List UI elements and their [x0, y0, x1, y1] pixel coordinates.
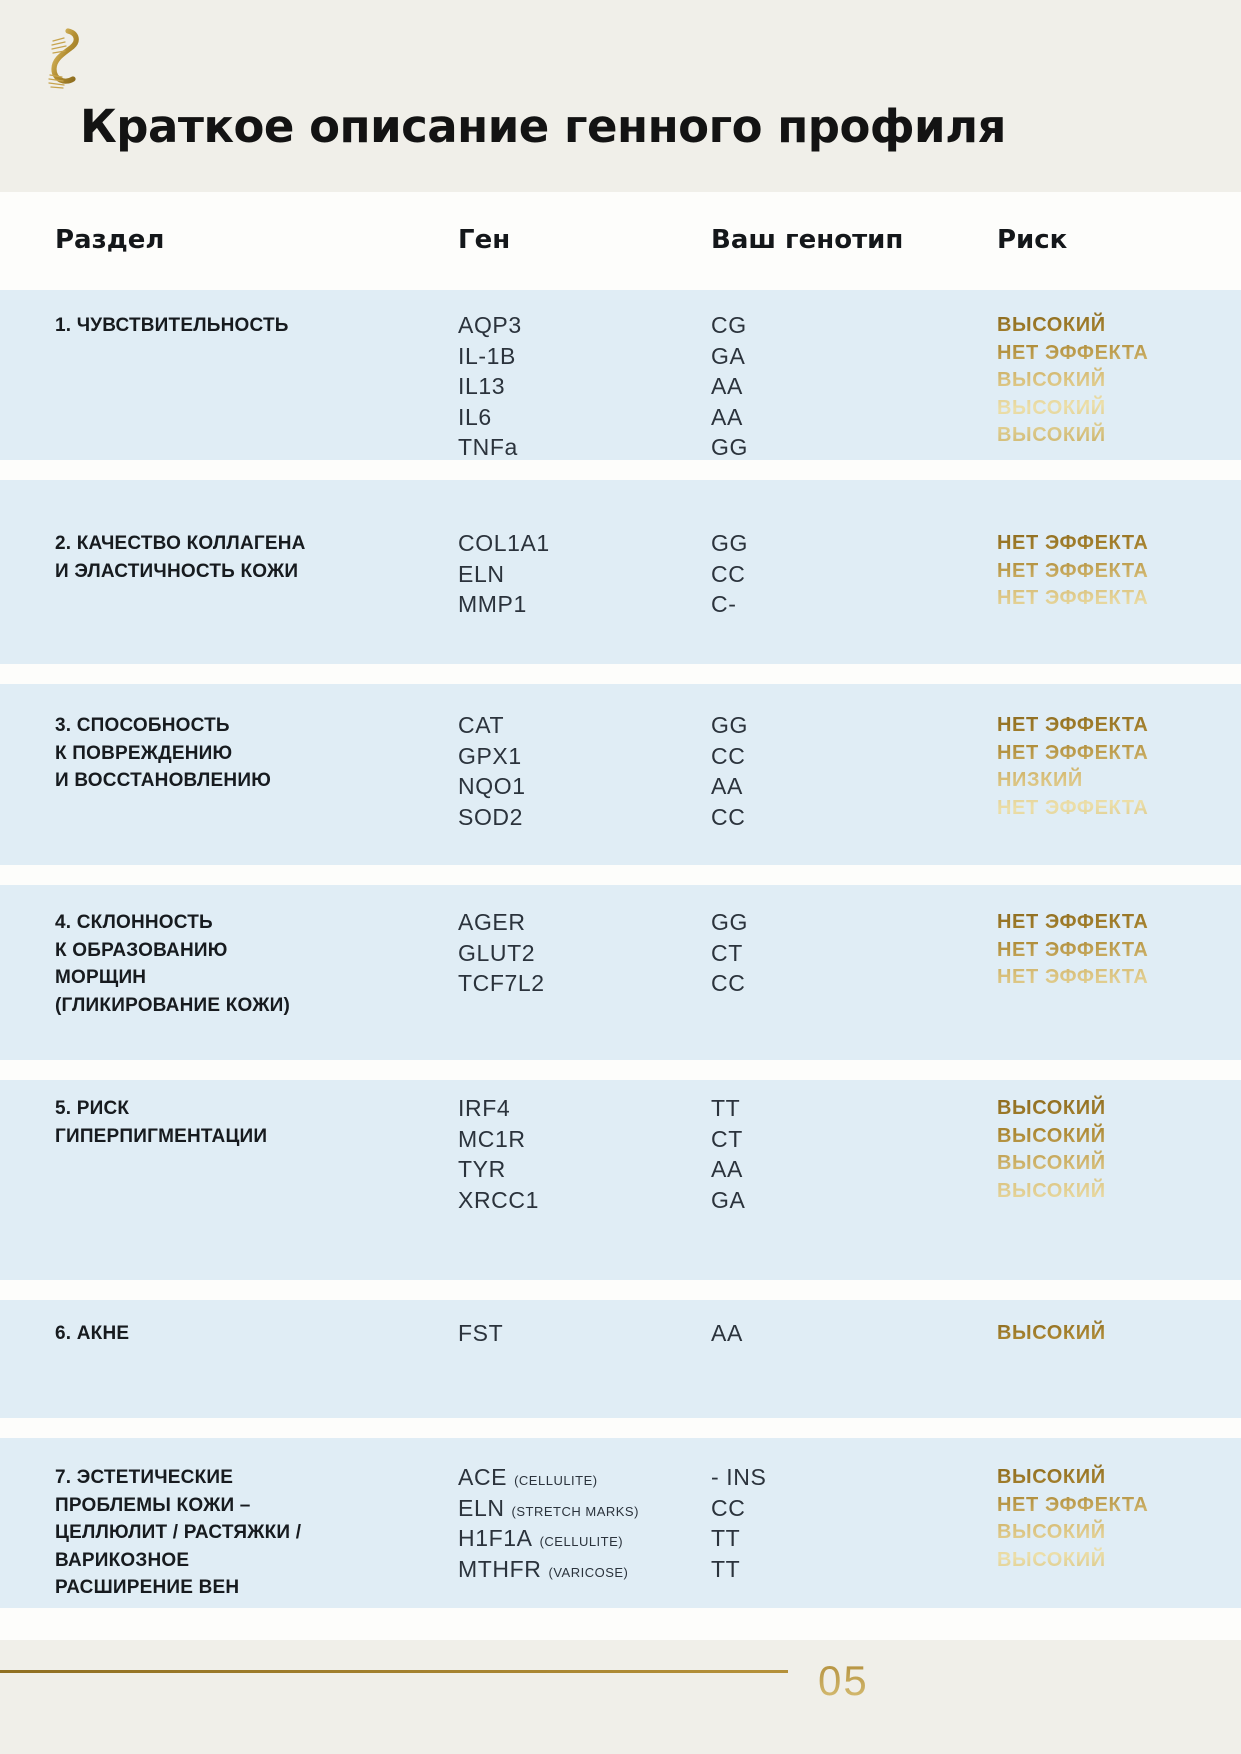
section-band — [0, 290, 1241, 460]
section-label-line: 3. СПОСОБНОСТЬ — [55, 715, 230, 736]
gene-name: MMP1 — [458, 591, 527, 617]
genotype-cell — [711, 312, 997, 343]
gene-name: ELN — [458, 1494, 505, 1521]
risk-value: НЕТ ЭФФЕКТА — [997, 559, 1149, 582]
section-label — [55, 1320, 458, 1418]
genotype-value: GG — [711, 909, 748, 935]
section-label — [55, 530, 458, 664]
genotype-value: GA — [711, 1186, 746, 1213]
risk-value: ВЫСОКИЙ — [997, 314, 1106, 336]
gene-cell — [458, 970, 711, 1001]
gene-name: SOD2 — [458, 803, 524, 830]
column-header-gene: Ген — [458, 225, 511, 255]
genotype-column — [711, 1095, 997, 1280]
risk-column — [997, 1320, 1241, 1418]
section-label — [55, 312, 458, 465]
gene-name: XRCC1 — [458, 1186, 539, 1213]
genotype-value: AA — [711, 1320, 743, 1346]
risk-value: НЕТ ЭФФЕКТА — [997, 911, 1149, 933]
gene-name: AGER — [458, 909, 526, 935]
genotype-value: - INS — [711, 1464, 767, 1490]
gene-column — [458, 1464, 711, 1608]
gene-cell — [458, 712, 711, 743]
genotype-cell — [711, 1126, 997, 1157]
genotype-value: CT — [711, 1125, 743, 1152]
genotype-column — [711, 1320, 997, 1418]
genotype-value: CC — [711, 1494, 746, 1521]
genotype-value: AA — [711, 403, 743, 430]
gene-column — [458, 312, 711, 465]
section-label-line: К ПОВРЕЖДЕНИЮ — [55, 742, 233, 764]
page-number: 05 — [818, 1657, 869, 1704]
section-label-line: ПРОБЛЕМЫ КОЖИ – — [55, 1494, 251, 1516]
risk-value: ВЫСОКИЙ — [997, 369, 1106, 391]
genotype-cell — [711, 1464, 997, 1495]
genotype-cell — [711, 1156, 997, 1187]
section-band — [0, 1300, 1241, 1418]
risk-value: ВЫСОКИЙ — [997, 1152, 1106, 1174]
section-label-line: 1. ЧУВСТВИТЕЛЬНОСТЬ — [55, 315, 289, 336]
gene-cell — [458, 1095, 711, 1126]
genotype-cell — [711, 1187, 997, 1218]
gene-column — [458, 530, 711, 664]
genotype-value: C- — [711, 591, 737, 617]
gene-cell — [458, 909, 711, 940]
gene-cell — [458, 591, 711, 622]
genotype-cell — [711, 940, 997, 971]
genotype-cell — [711, 743, 997, 774]
section-band — [0, 1080, 1241, 1280]
section-label-line: ГИПЕРПИГМЕНТАЦИИ — [55, 1125, 268, 1147]
column-header-section: Раздел — [55, 225, 165, 255]
gene-column — [458, 712, 711, 865]
genotype-cell — [711, 712, 997, 743]
risk-value: НЕТ ЭФФЕКТА — [997, 714, 1149, 736]
risk-column — [997, 530, 1241, 664]
section-label — [55, 712, 458, 865]
section-label-line: ЦЕЛЛЮЛИТ / РАСТЯЖКИ / — [55, 1522, 302, 1543]
genotype-column — [711, 1464, 997, 1608]
gene-cell — [458, 1556, 711, 1587]
risk-column — [997, 712, 1241, 865]
footer-divider-line — [0, 1670, 788, 1673]
section-label-line: 5. РИСК — [55, 1098, 130, 1119]
gene-name: IL6 — [458, 403, 492, 430]
gene-note: (VARICOSE) — [548, 1564, 629, 1580]
genotype-column — [711, 712, 997, 865]
risk-value: НИЗКИЙ — [997, 769, 1083, 791]
gene-cell — [458, 940, 711, 971]
gene-name: TYR — [458, 1156, 506, 1182]
section-band — [0, 1438, 1241, 1608]
risk-value: ВЫСОКИЙ — [997, 1466, 1106, 1488]
risk-value: НЕТ ЭФФЕКТА — [997, 741, 1149, 764]
section-band — [0, 684, 1241, 865]
section-label-line: 7. ЭСТЕТИЧЕСКИЕ — [55, 1467, 234, 1488]
genotype-column — [711, 909, 997, 1060]
gene-name: GPX1 — [458, 742, 522, 769]
gene-column — [458, 1320, 711, 1418]
gene-cell — [458, 343, 711, 374]
dna-helix-logo-icon — [44, 28, 84, 96]
gene-cell — [458, 804, 711, 835]
gene-cell — [458, 530, 711, 561]
table-header-row — [0, 192, 1241, 290]
risk-column — [997, 1095, 1241, 1280]
gene-name: GLUT2 — [458, 939, 536, 966]
genotype-value: AA — [711, 373, 743, 399]
gene-name: IL13 — [458, 373, 506, 399]
gene-column — [458, 1095, 711, 1280]
gene-cell — [458, 1495, 711, 1526]
genotype-value: AA — [711, 773, 743, 799]
risk-value: НЕТ ЭФФЕКТА — [997, 532, 1149, 554]
genotype-value: CG — [711, 312, 747, 338]
genotype-cell — [711, 1320, 997, 1351]
gene-name: FST — [458, 1320, 504, 1346]
genotype-cell — [711, 404, 997, 435]
genotype-value: TT — [711, 1095, 741, 1121]
risk-value: ВЫСОКИЙ — [997, 1097, 1106, 1119]
gene-cell — [458, 1320, 711, 1351]
gene-name: MC1R — [458, 1125, 526, 1152]
section-label-line: РАСШИРЕНИЕ ВЕН — [55, 1577, 240, 1598]
genotype-cell — [711, 970, 997, 1001]
genotype-value: GG — [711, 434, 748, 460]
gene-name: TNFa — [458, 434, 518, 460]
section-label-line: К ОБРАЗОВАНИЮ — [55, 939, 228, 961]
gene-cell — [458, 1156, 711, 1187]
risk-value: НЕТ ЭФФЕКТА — [997, 1493, 1149, 1516]
genotype-value: CC — [711, 742, 746, 769]
section-band — [0, 885, 1241, 1060]
risk-value: ВЫСОКИЙ — [997, 1322, 1106, 1344]
genotype-value: CC — [711, 970, 746, 996]
genotype-value: GA — [711, 342, 746, 369]
genotype-cell — [711, 591, 997, 622]
gene-name: ELN — [458, 560, 505, 587]
sections — [0, 290, 1241, 1608]
section-label — [55, 909, 458, 1060]
gene-cell — [458, 312, 711, 343]
genotype-value: CT — [711, 939, 743, 966]
risk-column — [997, 1464, 1241, 1608]
top-header-block — [0, 0, 1241, 192]
gene-cell — [458, 1464, 711, 1495]
gene-name: IRF4 — [458, 1095, 511, 1121]
gene-cell — [458, 743, 711, 774]
risk-value: ВЫСОКИЙ — [997, 1124, 1106, 1147]
gene-name: IL-1B — [458, 342, 516, 369]
gene-cell — [458, 373, 711, 404]
section-label-line: 2. КАЧЕСТВО КОЛЛАГЕНА — [55, 533, 306, 554]
risk-column — [997, 312, 1241, 465]
risk-column — [997, 909, 1241, 1060]
gene-name: MTHFR — [458, 1555, 542, 1582]
gene-cell — [458, 561, 711, 592]
risk-value: НЕТ ЭФФЕКТА — [997, 966, 1149, 988]
risk-value: ВЫСОКИЙ — [997, 424, 1106, 446]
gene-note: (CELLULITE) — [514, 1473, 598, 1488]
gene-name: ACE — [458, 1464, 508, 1490]
section-label-line: (ГЛИКИРОВАНИЕ КОЖИ) — [55, 994, 290, 1016]
genotype-cell — [711, 909, 997, 940]
gene-column — [458, 909, 711, 1060]
risk-value: ВЫСОКИЙ — [997, 1548, 1106, 1571]
genotype-cell — [711, 343, 997, 374]
section-label-line: МОРЩИН — [55, 967, 147, 988]
risk-value: НЕТ ЭФФЕКТА — [997, 796, 1149, 819]
gene-name: COL1A1 — [458, 530, 550, 556]
gene-cell — [458, 773, 711, 804]
section-band — [0, 480, 1241, 664]
section-label — [55, 1464, 458, 1608]
genotype-value: TT — [711, 1555, 741, 1582]
genotype-value: AA — [711, 1156, 743, 1182]
risk-value: НЕТ ЭФФЕКТА — [997, 938, 1149, 961]
page-footer — [0, 1640, 1241, 1754]
gene-name: AQP3 — [458, 312, 522, 338]
section-label — [55, 1095, 458, 1280]
gene-cell — [458, 404, 711, 435]
column-header-genotype: Ваш генотип — [711, 225, 904, 255]
section-label-line: 4. СКЛОННОСТЬ — [55, 912, 213, 933]
column-header-risk: Риск — [997, 225, 1068, 255]
gene-cell — [458, 1126, 711, 1157]
genotype-cell — [711, 1095, 997, 1126]
gene-name: TCF7L2 — [458, 970, 545, 996]
genotype-cell — [711, 530, 997, 561]
section-label-line: ВАРИКОЗНОЕ — [55, 1549, 190, 1571]
section-label-line: И ЭЛАСТИЧНОСТЬ КОЖИ — [55, 560, 299, 582]
genotype-value: TT — [711, 1525, 741, 1551]
gene-name: CAT — [458, 712, 505, 738]
genotype-cell — [711, 434, 997, 465]
genotype-cell — [711, 373, 997, 404]
genotype-cell — [711, 561, 997, 592]
footer-spacer — [0, 1608, 1241, 1640]
genotype-cell — [711, 1495, 997, 1526]
genotype-column — [711, 530, 997, 664]
risk-value: НЕТ ЭФФЕКТА — [997, 341, 1149, 364]
risk-value: ВЫСОКИЙ — [997, 1179, 1106, 1202]
risk-value: ВЫСОКИЙ — [997, 396, 1106, 419]
risk-value: НЕТ ЭФФЕКТА — [997, 587, 1149, 609]
section-label-line: И ВОССТАНОВЛЕНИЮ — [55, 770, 271, 791]
genotype-value: CC — [711, 560, 746, 587]
gene-cell — [458, 434, 711, 465]
section-label-line: 6. АКНЕ — [55, 1323, 130, 1344]
genotype-value: GG — [711, 530, 748, 556]
gene-name: H1F1A — [458, 1525, 533, 1551]
genotype-cell — [711, 773, 997, 804]
genotype-cell — [711, 804, 997, 835]
gene-note: (CELLULITE) — [539, 1534, 624, 1549]
genotype-column — [711, 312, 997, 465]
genotype-cell — [711, 1556, 997, 1587]
genotype-value: CC — [711, 803, 746, 830]
genotype-cell — [711, 1525, 997, 1556]
gene-cell — [458, 1525, 711, 1556]
gene-cell — [458, 1187, 711, 1218]
page-title: Краткое описание генного профиля — [80, 100, 1006, 153]
risk-value: ВЫСОКИЙ — [997, 1521, 1106, 1543]
gene-note: (STRETCH MARKS) — [511, 1503, 639, 1519]
gene-name: NQO1 — [458, 773, 526, 799]
genotype-value: GG — [711, 712, 748, 738]
